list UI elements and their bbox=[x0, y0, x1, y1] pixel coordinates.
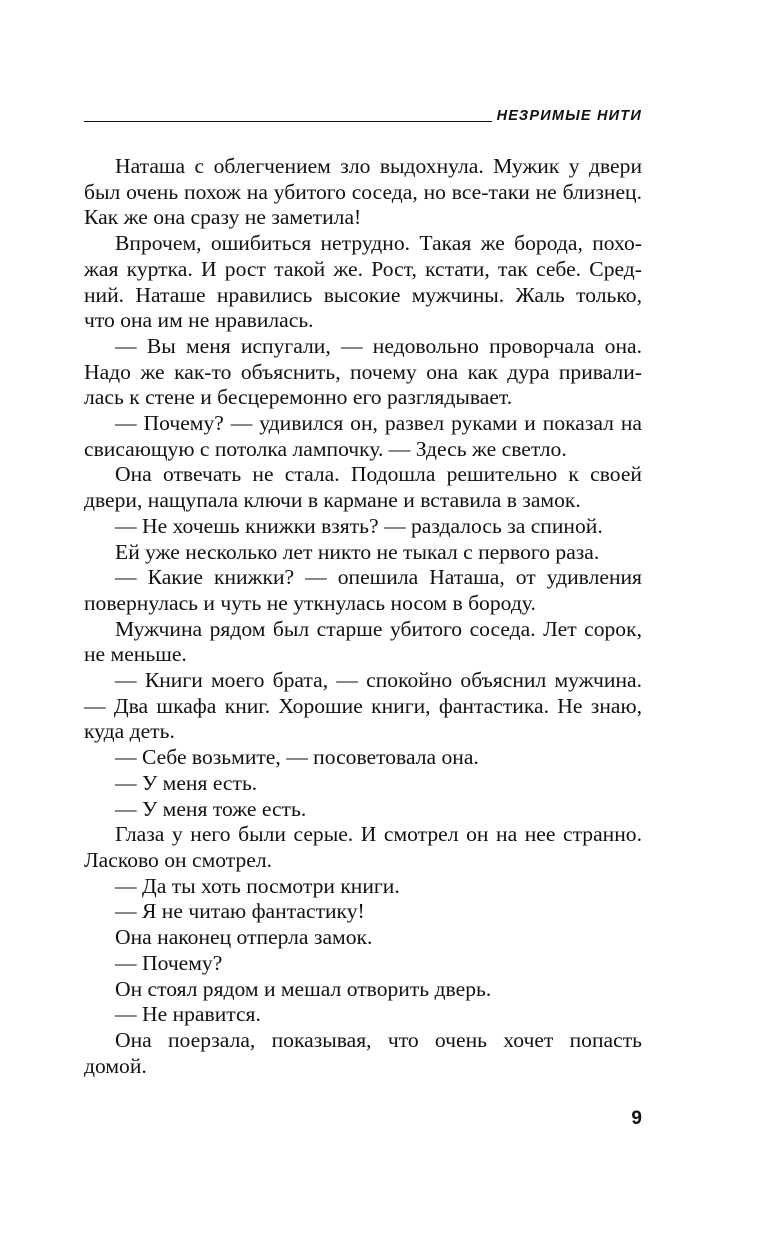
running-title: НЕЗРИМЫЕ НИТИ bbox=[496, 108, 642, 124]
running-header bbox=[84, 106, 642, 126]
paragraph: — Какие книжки? — опешила Наташа, от удивления повернулась и чуть не уткнулась носом в бороду. bbox=[84, 565, 642, 615]
paragraph: Он стоял рядом и мешал отворить дверь. bbox=[115, 976, 492, 1001]
paragraph: Впрочем, ошибиться нетрудно. Такая же борода, похожая куртка. И рост такой же. Рост, кстати, так себе. Средний. Наташе нравились высокие мужчины. Жаль только, что она им не нравилась. bbox=[84, 231, 642, 333]
paragraph: Она поерзала, показывая, что очень хочет попасть домой. bbox=[84, 1027, 642, 1078]
paragraph: — Да ты хоть посмотри книги. bbox=[115, 873, 400, 898]
header-rule bbox=[84, 121, 492, 122]
paragraph: — Книги моего брата, — спокойно объяснил мужчина. — Два шкафа книг. Хорошие книги, фантастика. Не знаю, куда деть. bbox=[84, 668, 642, 744]
paragraph: Глаза у него были серые. И смотрел он на нее странно. Ласково он смотрел. bbox=[84, 822, 642, 872]
paragraph: Она наконец отперла замок. bbox=[115, 925, 373, 950]
paragraph: — У меня есть. bbox=[115, 770, 258, 795]
paragraph: Наташа с облегчением зло выдохнула. Мужик у двери был очень похож на убитого соседа, но все-таки не близнец. Как же она сразу не заметила! bbox=[84, 154, 642, 230]
paragraph: Мужчина рядом был старше убитого соседа. Лет сорок, не меньше. bbox=[84, 616, 642, 667]
paragraph: Ей уже несколько лет никто не тыкал с первого раза. bbox=[115, 539, 600, 564]
paragraph: — Не нравится. bbox=[115, 1002, 261, 1027]
page-number: 9 bbox=[631, 1108, 642, 1129]
paragraph: — Не хочешь книжки взять? — раздалось за спиной. bbox=[115, 513, 603, 538]
paragraph: — Почему? — удивился он, развел руками и показал на свисающую с потолка лампочку. — Здесь же светло. bbox=[84, 411, 642, 461]
paragraph: — Почему? bbox=[115, 950, 223, 975]
paragraph: — Я не читаю фантастику! bbox=[115, 899, 365, 924]
paragraph: Она отвечать не стала. Подошла решительно к своей двери, нащупала ключи в кармане и вставила в замок. bbox=[84, 462, 642, 513]
paragraph: — Себе возьмите, — посоветовала она. bbox=[115, 745, 479, 770]
paragraph: — У меня тоже есть. bbox=[115, 796, 307, 821]
paragraph: — Вы меня испугали, — недовольно проворчала она. Надо же как-то объяснить, почему она как дура привалилась к стене и бесцеремонно его разглядывает. bbox=[84, 333, 642, 410]
body-text bbox=[84, 154, 642, 1079]
